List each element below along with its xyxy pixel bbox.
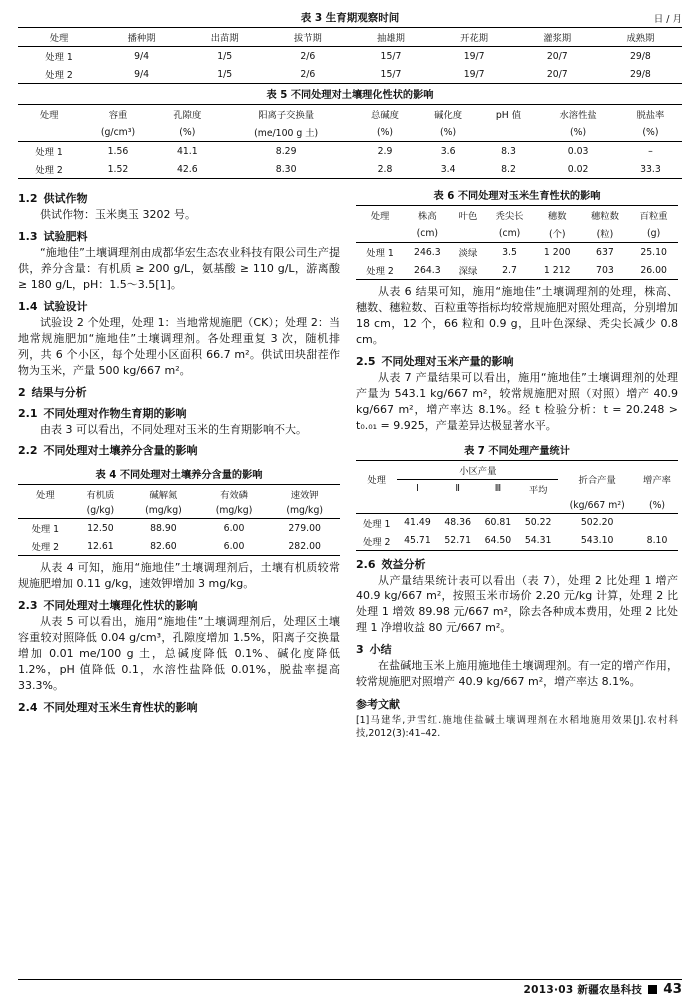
- section-2-4-heading: [18, 699, 340, 715]
- page-footer: [0, 979, 700, 999]
- th: 碱解氮: [128, 485, 199, 504]
- th: 碱化度: [417, 105, 480, 124]
- th: 处理: [356, 206, 404, 225]
- th: 有机质: [73, 485, 128, 504]
- td: 处理 2: [356, 261, 404, 280]
- table5-title: 表 5 不同处理对土壤理化性状的影响: [266, 90, 434, 101]
- table-7: [356, 460, 678, 551]
- th: Ⅱ: [455, 483, 460, 494]
- table3-unit: 日 / 月: [653, 14, 682, 25]
- table-row: [18, 160, 682, 179]
- table-row: [18, 105, 682, 124]
- section-title: 小结: [369, 643, 392, 657]
- table-row: [18, 503, 340, 519]
- th: 孔隙度: [156, 105, 219, 124]
- section-title: 效益分析: [381, 557, 426, 571]
- table-4: [18, 484, 340, 556]
- th-unit: (me/100 g 土): [219, 123, 354, 142]
- td: 42.6: [156, 160, 219, 179]
- section-title: 不同处理对玉米产量的影响: [381, 354, 514, 368]
- th: 成熟期: [599, 28, 682, 47]
- th: 处理: [18, 485, 73, 504]
- references-heading: 参考文献: [356, 698, 400, 712]
- th-unit: [397, 498, 437, 514]
- table-row: [356, 206, 678, 225]
- paragraph: 从表 6 结果可知，施用“施地佳”土壤调理剂的处理，株高、穗数、穗粒数、百粒重等指标均较常规施肥对照处理高，分别增加 18 cm，12 个，66 粒和 0.9 g，且叶色深绿、秃尖长减少 0.8 cm。: [356, 285, 678, 346]
- section-number: 2.4: [18, 701, 38, 714]
- table-3: [18, 27, 682, 84]
- table-row: [18, 537, 340, 556]
- th: 处理: [18, 28, 100, 47]
- td: 29/8: [629, 50, 651, 62]
- td: 54.31: [518, 532, 558, 551]
- td: 88.90: [150, 522, 177, 534]
- td: 处理 1: [362, 518, 391, 530]
- td: 45.71: [397, 532, 437, 551]
- td: 9/4: [134, 50, 150, 62]
- th-unit: [438, 498, 478, 514]
- td: 0.03: [567, 145, 589, 157]
- table-row: [18, 65, 682, 84]
- th-unit: (cm): [485, 224, 534, 243]
- td: 2.7: [485, 261, 534, 280]
- th-group: 小区产量: [397, 460, 558, 479]
- th-unit: (%): [619, 123, 682, 142]
- td: 12.50: [87, 522, 114, 534]
- td: 15/7: [380, 50, 402, 62]
- td: 52.71: [438, 532, 478, 551]
- td: 1 200: [543, 246, 571, 258]
- table3-heading: [18, 10, 682, 25]
- table-5: [18, 104, 682, 179]
- th-unit: (粒): [581, 224, 630, 243]
- td: 6.00: [223, 522, 245, 534]
- th: 拔节期: [266, 28, 349, 47]
- paragraph: 由表 3 可以看出，不同处理对玉米的生育期影响不大。: [40, 422, 307, 436]
- th-unit: (mg/kg): [128, 503, 199, 519]
- th-unit: (g/cm³): [80, 123, 156, 142]
- th-unit: (g): [629, 224, 678, 243]
- th: 平均: [528, 484, 548, 496]
- td: 处理 1: [366, 248, 394, 259]
- td: 19/7: [463, 50, 485, 62]
- th-unit: [356, 224, 404, 243]
- section-title: 不同处理对土壤养分含量的影响: [43, 444, 198, 458]
- section-number: 2.1: [18, 406, 38, 420]
- table-7-wrap: [356, 440, 678, 551]
- paragraph: 从表 7 产量结果可以看出，施用“施地佳”土壤调理剂的处理产量为 543.1 kg/667 m²，较常规施肥对照（对照）增产 40.9 kg/667 m²，增产率达 8.1%。经 t 检验分析：t = 20.248 > t₀.₀₁ = 9.925，产量差异达极显著水平。: [356, 370, 678, 432]
- table-row: [356, 498, 678, 514]
- th-unit: (kg/667 m²): [558, 498, 636, 514]
- section-number: 3: [356, 643, 364, 657]
- th-unit: (cm): [404, 224, 451, 243]
- td: 处理 1: [31, 524, 60, 536]
- td: 处理 1: [35, 147, 63, 158]
- td: 41.1: [176, 145, 198, 157]
- table-row: [18, 47, 682, 66]
- th: pH 值: [480, 105, 538, 124]
- th-unit: [18, 503, 73, 519]
- reference-item: [1]马建华,尹雪红.施地佳盐碱土壤调理剂在水稻地施用效果[J].农村科技,2012(3):41–42.: [356, 715, 678, 740]
- th: 株高: [404, 206, 451, 225]
- table-6-wrap: [356, 185, 678, 280]
- td: 33.3: [619, 160, 682, 179]
- section-number: 1.2: [18, 192, 38, 205]
- table-6: [356, 205, 678, 280]
- section-1-2-heading: [18, 190, 340, 206]
- table-row: [356, 532, 678, 551]
- page-number: 43: [663, 981, 682, 997]
- th-unit: [451, 224, 485, 243]
- section-number: 2.5: [356, 354, 376, 368]
- td: 20/7: [516, 65, 599, 84]
- footer-content: [524, 981, 682, 997]
- two-column-body: [18, 185, 682, 740]
- th-unit: [18, 123, 80, 142]
- td: 处理 2: [18, 65, 100, 84]
- td: 3.4: [417, 160, 480, 179]
- td: 深绿: [451, 261, 485, 280]
- paragraph: 供试作物：玉米奥玉 3202 号。: [40, 208, 196, 221]
- table-row: [18, 485, 340, 504]
- td: 8.29: [275, 145, 297, 157]
- section-title: 不同处理对玉米生育性状的影响: [43, 701, 198, 714]
- section-1-4-heading: [18, 298, 340, 314]
- td: 246.3: [414, 246, 441, 258]
- th: 速效钾: [269, 485, 340, 504]
- table-row: [18, 142, 682, 161]
- td: 淡绿: [458, 248, 478, 259]
- td: 2.9: [377, 145, 393, 157]
- td: 502.20: [580, 517, 614, 528]
- th-unit: (%): [353, 123, 416, 142]
- table-row: [18, 519, 340, 538]
- section-2-6-heading: [356, 556, 678, 572]
- th-unit: (%): [417, 123, 480, 142]
- th: 播种期: [100, 28, 183, 47]
- td: 1.56: [107, 145, 129, 157]
- section-3-heading: [356, 641, 678, 657]
- th-unit: (%): [156, 123, 219, 142]
- th: Ⅰ: [416, 483, 419, 494]
- section-title: 不同处理对土壤理化性状的影响: [43, 599, 198, 613]
- paragraph: 在盐碱地玉米上施用施地佳土壤调理剂。有一定的增产作用，较常规施肥对照增产 40.9 kg/667 m²，增产率达 8.1%。: [356, 659, 678, 689]
- section-title: 试验肥料: [43, 229, 88, 243]
- th: 有效磷: [199, 485, 270, 504]
- th: 穗粒数: [581, 206, 630, 225]
- td: [636, 513, 678, 532]
- th: 容重: [80, 105, 156, 124]
- td: 8.3: [501, 145, 516, 157]
- th: 总碱度: [353, 105, 416, 124]
- td: 处理 2: [18, 537, 73, 556]
- section-number: 2.6: [356, 557, 376, 571]
- right-column: [356, 185, 678, 740]
- paragraph: 试验设 2 个处理，处理 1：当地常规施肥（CK）；处理 2：当地常规施肥加“施地佳”土壤调理剂。各处理重复 3 次，随机排列，共 6 个小区，每个处理小区面积 66.7 m²。供试田块甜茬作物为玉米，产量 500 kg/667 m²。: [18, 315, 340, 377]
- th-unit: [480, 123, 538, 142]
- td: 703: [581, 261, 630, 280]
- td: 282.00: [269, 537, 340, 556]
- td: 6.00: [199, 537, 270, 556]
- td: 1/5: [183, 65, 266, 84]
- journal-name: 2013·03 新疆农垦科技: [523, 983, 643, 996]
- th-unit: [478, 498, 518, 514]
- td: 2/6: [266, 65, 349, 84]
- th: 水溶性盐: [537, 105, 619, 124]
- table-4-wrap: [18, 464, 340, 556]
- section-2-heading: [18, 384, 340, 400]
- th: 灌浆期: [516, 28, 599, 47]
- td: 60.81: [484, 517, 512, 528]
- th: 秃尖长: [485, 206, 534, 225]
- table6-title: 表 6 不同处理对玉米生育性状的影响: [433, 191, 601, 202]
- td: 19/7: [433, 65, 516, 84]
- section-title: 结果与分析: [31, 385, 87, 399]
- th: 穗数: [534, 206, 581, 225]
- th: 抽雄期: [349, 28, 432, 47]
- th: Ⅲ: [494, 483, 502, 494]
- th-unit: (%): [537, 123, 619, 142]
- td: 26.00: [629, 261, 678, 280]
- th: 脱盐率: [619, 105, 682, 124]
- table-row: [18, 28, 682, 47]
- th-unit: (mg/kg): [199, 503, 270, 519]
- paragraph: “施地佳”土壤调理剂由成都华宏生态农业科技有限公司生产提供，养分含量：有机质 ≥ 200 g/L，氨基酸 ≥ 110 g/L，游离酸 ≥ 180 g/L，pH：1.5～3.5[1]。: [18, 245, 340, 291]
- td: 1.52: [80, 160, 156, 179]
- td: 279.00: [288, 522, 321, 534]
- footer-rule: [18, 979, 682, 980]
- td: 543.10: [558, 532, 636, 551]
- section-number: 1.3: [18, 229, 38, 243]
- section-2-2-heading: [18, 442, 340, 458]
- section-2-5-heading: [356, 353, 678, 369]
- td: 0.02: [537, 160, 619, 179]
- td: 处理 1: [45, 52, 73, 63]
- th-unit: (%): [636, 498, 678, 514]
- section-number: 2: [18, 385, 26, 399]
- td: 8.10: [636, 532, 678, 551]
- th: 阳离子交换量: [219, 105, 354, 124]
- section-number: 2.3: [18, 599, 38, 613]
- table-row: [356, 224, 678, 243]
- section-1-3-heading: [18, 228, 340, 244]
- th: 折合产量: [558, 460, 636, 498]
- td: 25.10: [640, 246, 667, 258]
- table-row: [18, 123, 682, 142]
- th-unit: (个): [534, 224, 581, 243]
- th-unit: [518, 498, 558, 514]
- td: 1 212: [534, 261, 581, 280]
- square-marker-icon: [648, 985, 657, 994]
- table3-title: 表 3 生育期观察时间: [300, 12, 400, 24]
- section-title: 供试作物: [43, 192, 88, 205]
- td: 8.30: [219, 160, 354, 179]
- th: 增产率: [636, 460, 678, 498]
- th: 出苗期: [183, 28, 266, 47]
- td: 3.5: [502, 246, 517, 258]
- td: 41.49: [404, 517, 431, 528]
- th-unit: (mg/kg): [269, 503, 340, 519]
- th-unit: (g/kg): [73, 503, 128, 519]
- td: 2/6: [300, 50, 316, 62]
- td: 15/7: [349, 65, 432, 84]
- section-title: 不同处理对作物生育期的影响: [43, 406, 187, 420]
- th: 百粒重: [629, 206, 678, 225]
- th: 叶色: [451, 206, 485, 225]
- paragraph: 从表 4 可知，施用“施地佳”土壤调理剂后，土壤有机质较常规施肥增加 0.11 g/kg，速效钾增加 3 mg/kg。: [18, 561, 340, 591]
- table-row: [356, 261, 678, 280]
- td: 29/8: [599, 65, 682, 84]
- td: 82.60: [128, 537, 199, 556]
- left-column: [18, 185, 340, 740]
- td: 9/4: [100, 65, 183, 84]
- td: –: [648, 145, 653, 157]
- table-row: [356, 513, 678, 532]
- table4-title: 表 4 不同处理对土壤养分含量的影响: [95, 470, 263, 482]
- td: 20/7: [546, 50, 568, 62]
- td: 264.3: [404, 261, 451, 280]
- td: 48.36: [444, 517, 471, 528]
- th: 开花期: [433, 28, 516, 47]
- table-row: [356, 460, 678, 479]
- td: 3.6: [440, 145, 456, 157]
- section-2-1-heading: [18, 405, 340, 421]
- section-2-3-heading: [18, 597, 340, 613]
- th-unit: [356, 498, 397, 514]
- td: 处理 2: [356, 532, 397, 551]
- td: 8.2: [480, 160, 538, 179]
- section-number: 1.4: [18, 299, 38, 313]
- td: 1/5: [217, 50, 233, 62]
- paragraph: 从产量结果统计表可以看出（表 7），处理 2 比处理 1 增产 40.9 kg/667 m²，按照玉米市场价 2.20 元/kg 计算，处理 2 比处理 1 增效 89.98 元/667 m²，除去各种成本费用，处理 2 比处理 1 净增收益 80 元/667 m²。: [356, 573, 678, 635]
- table7-title: 表 7 不同处理产量统计: [464, 445, 570, 457]
- td: 64.50: [478, 532, 518, 551]
- section-number: 2.2: [18, 444, 38, 458]
- td: 12.61: [73, 537, 128, 556]
- td: 2.8: [353, 160, 416, 179]
- section-title: 试验设计: [43, 299, 88, 313]
- td: 637: [596, 246, 614, 258]
- td: 50.22: [524, 517, 552, 528]
- td: 处理 2: [18, 160, 80, 179]
- th: 处理: [356, 460, 397, 498]
- table-row: [356, 243, 678, 262]
- th: 处理: [18, 105, 80, 124]
- paragraph: 从表 5 可以看出，施用“施地佳”土壤调理剂后，处理区土壤容重较对照降低 0.04 g/cm³，孔隙度增加 1.5%，阳离子交换量增加 0.01 me/100 g 土，总碱度降低 0.1%、碱化度降低 1.2%，pH 值降低 0.1，水溶性盐降低 0.01%，脱盐率提高 33.3%。: [18, 615, 340, 693]
